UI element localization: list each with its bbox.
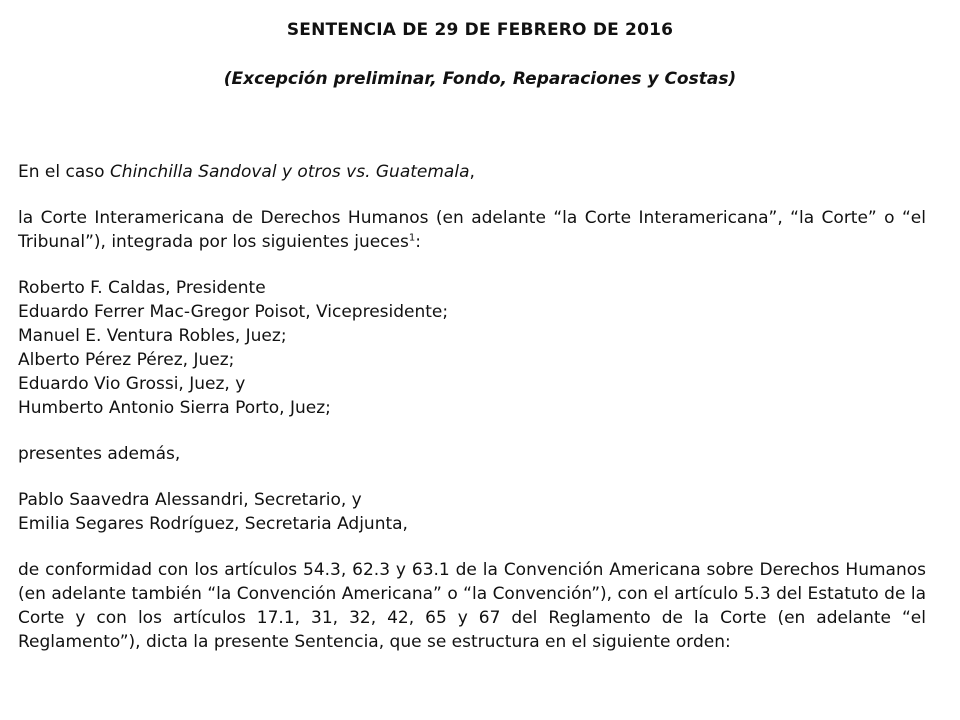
- judge-entry: Eduardo Ferrer Mac-Gregor Poisot, Vicepresidente;: [18, 302, 449, 322]
- court-text-end: :: [415, 232, 421, 252]
- case-name: Chinchilla Sandoval y otros vs. Guatemala: [109, 162, 470, 182]
- case-intro-suffix: ,: [469, 162, 475, 182]
- judge-entry: Alberto Pérez Pérez, Juez;: [18, 350, 235, 370]
- judge-entry: Roberto F. Caldas, Presidente: [18, 278, 266, 298]
- secretaries-list: [18, 488, 926, 536]
- case-intro-prefix: En el caso: [18, 162, 110, 182]
- court-paragraph: [18, 206, 926, 254]
- judges-list: [18, 276, 926, 420]
- secretary-entry: Pablo Saavedra Alessandri, Secretario, y: [18, 490, 362, 510]
- court-text: la Corte Interamericana de Derechos Humanos (en adelante “la Corte Interamericana”, “la Corte” o “el Tribunal”), integrada por los siguientes jueces: [18, 208, 926, 252]
- present-label: presentes además,: [18, 444, 181, 464]
- footnote-marker[interactable]: 1: [408, 232, 416, 244]
- secretary-entry: Emilia Segares Rodríguez, Secretaria Adjunta,: [18, 514, 408, 534]
- judge-entry: Manuel E. Ventura Robles, Juez;: [18, 326, 287, 346]
- judge-entry: Eduardo Vio Grossi, Juez, y: [18, 374, 246, 394]
- document-body: [18, 160, 926, 654]
- judgment-title: SENTENCIA DE 29 DE FEBRERO DE 2016: [286, 20, 674, 40]
- judgment-subtitle: (Excepción preliminar, Fondo, Reparaciones y Costas): [223, 69, 737, 89]
- conformity-paragraph: de conformidad con los artículos 54.3, 62.3 y 63.1 de la Convención Americana sobre Derechos Humanos (en adelante también “la Convención Americana” o “la Convención”), con el artículo 5.3 del Estatuto de la Corte y con los artículos 17.1, 31, 32, 42, 65 y 67 del Reglamento de la Corte (en adelante “el Reglamento”), dicta la presente Sentencia, que se estructura en el siguiente orden:: [18, 560, 926, 652]
- case-intro: [18, 160, 926, 184]
- judge-entry: Humberto Antonio Sierra Porto, Juez;: [18, 398, 331, 418]
